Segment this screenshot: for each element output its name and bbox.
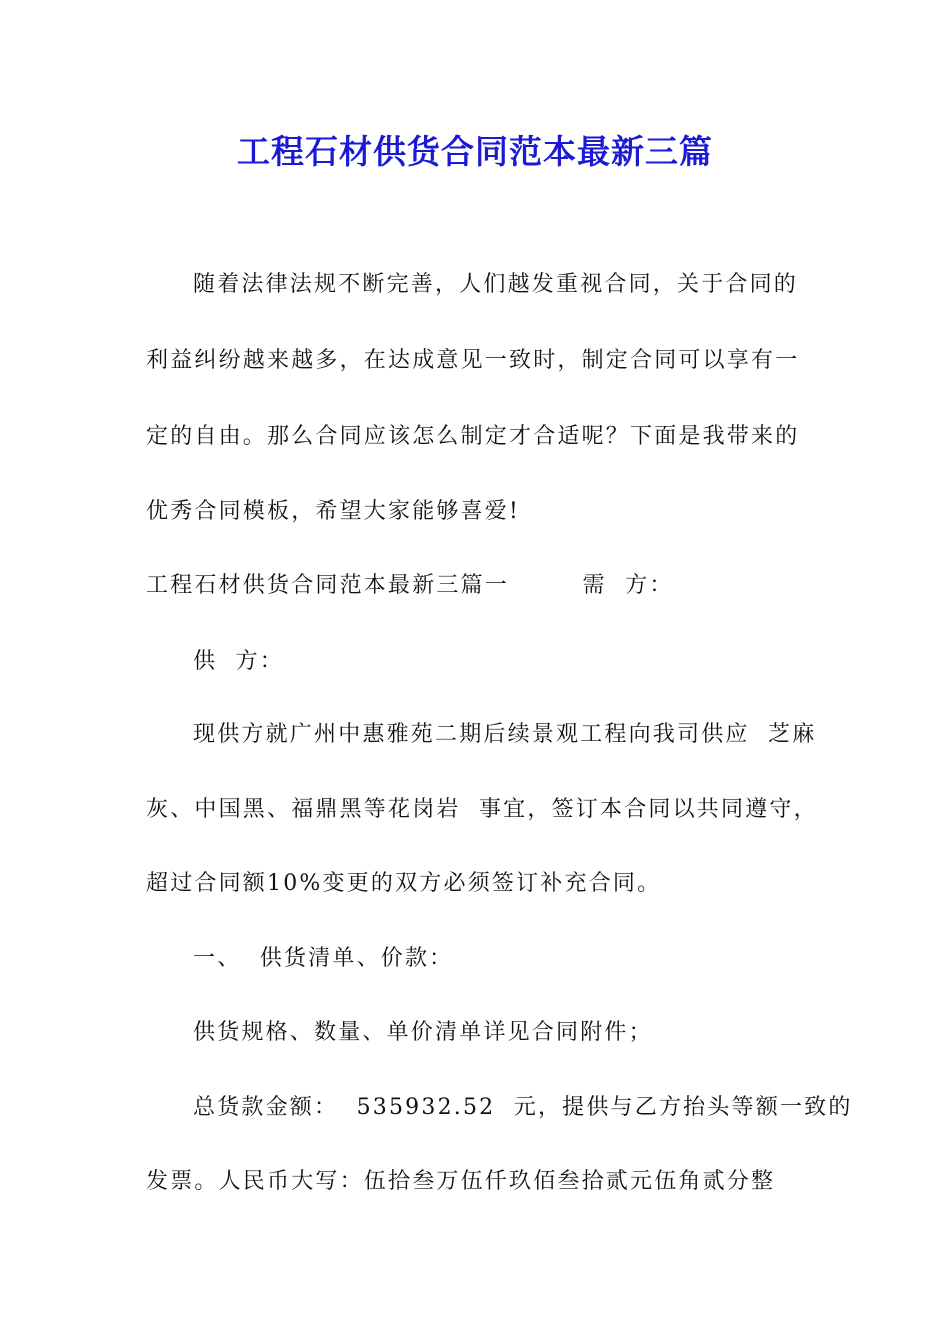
paragraph-line: 随着法律法规不断完善，人们越发重视合同，关于合同的 — [193, 272, 799, 297]
section-item-line: 一、 供货清单、价款： — [193, 946, 454, 971]
document-title: 工程石材供货合同范本最新三篇 — [237, 132, 713, 171]
paragraph-line: 现供方就广州中惠雅苑二期后续景观工程向我司供应 芝麻 — [193, 722, 817, 747]
paragraph-line: 供货规格、数量、单价清单详见合同附件； — [193, 1020, 653, 1045]
paragraph-line: 总货款金额： 535932.52 元，提供与乙方抬头等额一致的 — [193, 1095, 853, 1120]
paragraph-line: 发票。人民币大写：伍拾叁万伍仟玖佰叁拾贰元伍角贰分整 — [146, 1169, 776, 1194]
paragraph-line: 灰、中国黑、福鼎黑等花岗岩 事宜，签订本合同以共同遵守， — [146, 797, 818, 822]
paragraph-line: 供 方： — [193, 649, 284, 674]
section-heading-line: 工程石材供货合同范本最新三篇一 需 方： — [146, 573, 674, 598]
paragraph-line: 优秀合同模板，希望大家能够喜爱! — [146, 499, 521, 524]
paragraph-line: 超过合同额10%变更的双方必须签订补充合同。 — [146, 871, 662, 896]
paragraph-line: 定的自由。那么合同应该怎么制定才合适呢？下面是我带来的 — [146, 424, 800, 449]
paragraph-line: 利益纠纷越来越多，在达成意见一致时，制定合同可以享有一 — [146, 348, 800, 373]
